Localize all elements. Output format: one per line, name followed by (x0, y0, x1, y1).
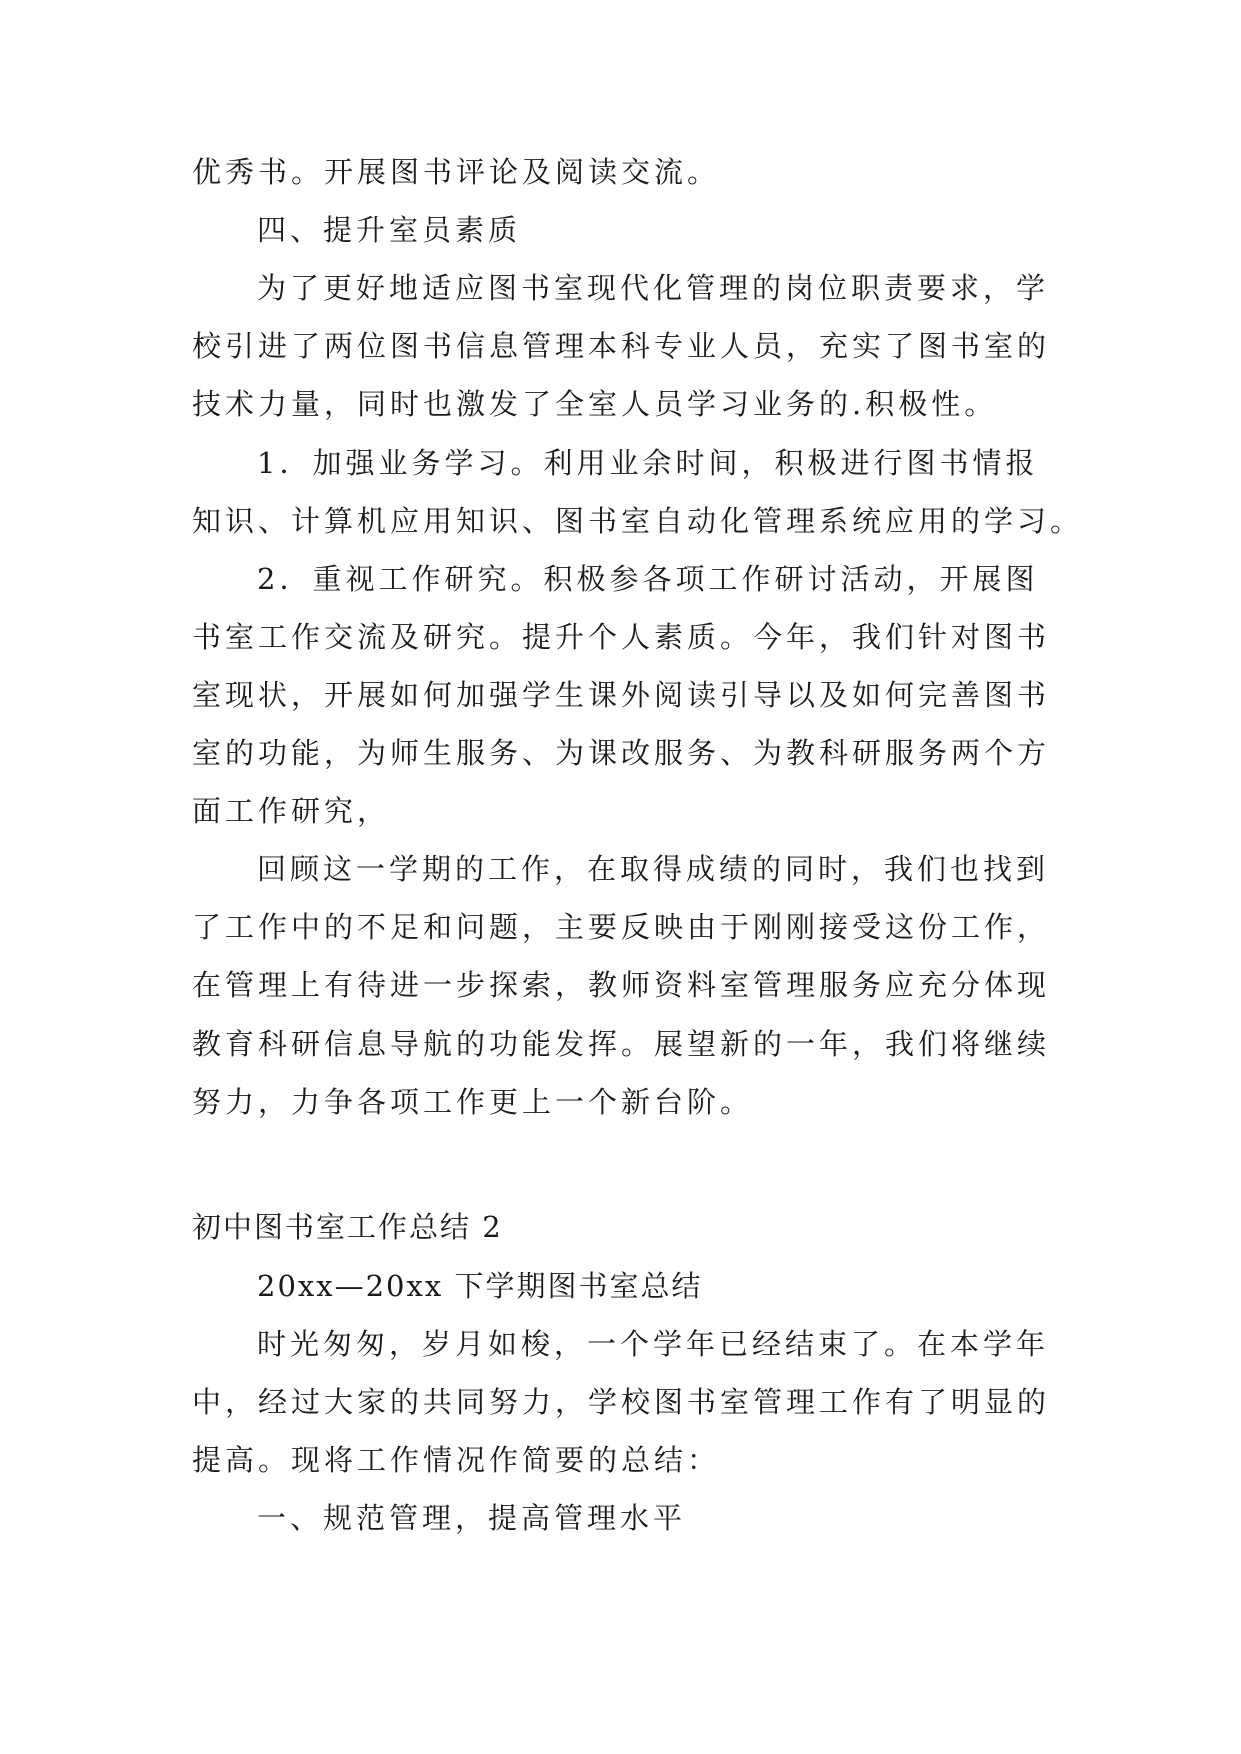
paragraph-line: 1．加强业务学习。利用业余时间，积极进行图书情报 (257, 446, 1039, 480)
paragraph-line: 努力，力争各项工作更上一个新台阶。 (192, 1085, 754, 1119)
paragraph-line: 室现状，开展如何加强学生课外阅读引导以及如何完善图书 (192, 678, 1051, 712)
paragraph-line: 优秀书。开展图书评论及阅读交流。 (192, 155, 721, 189)
paragraph-line: 书室工作交流及研究。提升个人素质。今年，我们针对图书 (192, 620, 1051, 654)
paragraph-line: 提高。现将工作情况作简要的总结： (192, 1443, 721, 1477)
paragraph-line: 室的功能，为师生服务、为课改服务、为教科研服务两个方 (192, 736, 1051, 770)
paragraph-line: 时光匆匆，岁月如梭，一个学年已经结束了。在本学年 (257, 1327, 1050, 1361)
paragraph-line: 2．重视工作研究。积极参各项工作研讨活动，开展图 (257, 562, 1039, 596)
paragraph-line: 技术力量，同时也激发了全室人员学习业务的.积极性。 (192, 387, 998, 421)
paragraph-line: 中，经过大家的共同努力，学校图书室管理工作有了明显的 (192, 1385, 1051, 1419)
section-heading: 四、提升室员素质 (257, 213, 522, 247)
document-title: 初中图书室工作总结 2 (192, 1210, 503, 1244)
paragraph-line: 面工作研究， (192, 794, 391, 828)
document-subtitle: 20xx—20xx 下学期图书室总结 (257, 1269, 703, 1303)
paragraph-line: 教育科研信息导航的功能发挥。展望新的一年，我们将继续 (192, 1027, 1051, 1061)
paragraph-line: 知识、计算机应用知识、图书室自动化管理系统应用的学习。 (192, 504, 1084, 538)
paragraph-line: 校引进了两位图书信息管理本科专业人员，充实了图书室的 (192, 329, 1051, 363)
paragraph-line: 了工作中的不足和问题，主要反映由于刚刚接受这份工作， (192, 910, 1051, 944)
paragraph-line: 为了更好地适应图书室现代化管理的岗位职责要求，学 (257, 271, 1050, 305)
section-heading: 一、规范管理，提高管理水平 (257, 1501, 687, 1535)
paragraph-line: 在管理上有待进一步探索，教师资料室管理服务应充分体现 (192, 968, 1051, 1002)
paragraph-line: 回顾这一学期的工作，在取得成绩的同时，我们也找到 (257, 852, 1050, 886)
